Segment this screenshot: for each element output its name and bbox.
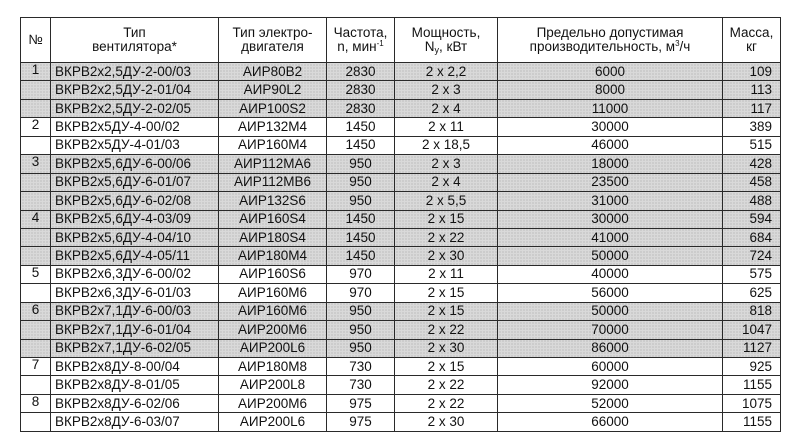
- table-row: [21, 321, 781, 339]
- header-performance: [498, 18, 723, 63]
- fan-model-cell: ВКРВ2х5,6ДУ-6-02/08: [51, 192, 219, 210]
- power-cell: 2 х 22: [395, 376, 498, 394]
- power-cell: 2 х 11: [395, 265, 498, 283]
- motor-type-cell: АИР160М6: [219, 284, 327, 302]
- motor-type-cell: АИР180М8: [219, 358, 327, 376]
- power-cell: 2 х 22: [395, 394, 498, 412]
- row-number-cell: [21, 321, 51, 339]
- performance-cell: 46000: [498, 136, 723, 154]
- mass-cell: 925: [723, 358, 781, 376]
- performance-cell: 50000: [498, 302, 723, 320]
- header-mass: [723, 18, 781, 63]
- motor-type-cell: АИР200L8: [219, 376, 327, 394]
- frequency-cell: 970: [327, 284, 395, 302]
- performance-cell: 50000: [498, 247, 723, 265]
- fan-model-cell: ВКРВ2х6,3ДУ-6-01/03: [51, 284, 219, 302]
- performance-cell: 66000: [498, 413, 723, 432]
- header-performance-line2: [500, 40, 720, 54]
- row-number-cell: [21, 99, 51, 117]
- header-performance-sup: 3: [675, 39, 680, 48]
- fan-model-cell: ВКРВ2х5ДУ-4-00/02: [51, 118, 219, 136]
- fan-model-cell: ВКРВ2х2,5ДУ-2-00/03: [51, 63, 219, 81]
- power-cell: 2 х 30: [395, 247, 498, 265]
- table-row: [21, 394, 781, 412]
- frequency-cell: 1450: [327, 247, 395, 265]
- row-number-cell: [21, 136, 51, 154]
- table-row: [21, 173, 781, 191]
- frequency-cell: 2830: [327, 81, 395, 99]
- row-number-cell: 2: [21, 118, 51, 136]
- mass-cell: 1155: [723, 413, 781, 432]
- table-row: [21, 155, 781, 173]
- frequency-cell: 975: [327, 394, 395, 412]
- motor-type-cell: АИР112МА6: [219, 155, 327, 173]
- row-number-cell: [21, 376, 51, 394]
- motor-type-cell: АИР112МВ6: [219, 173, 327, 191]
- power-cell: 2 х 18,5: [395, 136, 498, 154]
- table-row: [21, 118, 781, 136]
- performance-cell: 86000: [498, 339, 723, 357]
- frequency-cell: 950: [327, 339, 395, 357]
- frequency-cell: 1450: [327, 228, 395, 246]
- motor-type-cell: АИР200L6: [219, 413, 327, 432]
- header-power: [395, 18, 498, 63]
- motor-type-cell: АИР200М6: [219, 394, 327, 412]
- header-motor-type-line1: Тип электро-: [232, 24, 313, 40]
- power-cell: 2 х 4: [395, 173, 498, 191]
- row-number-cell: [21, 339, 51, 357]
- row-number-cell: 3: [21, 155, 51, 173]
- performance-cell: 11000: [498, 99, 723, 117]
- frequency-cell: 1450: [327, 118, 395, 136]
- performance-cell: 30000: [498, 118, 723, 136]
- row-number-cell: [21, 284, 51, 302]
- fan-model-cell: ВКРВ2х7,1ДУ-6-00/03: [51, 302, 219, 320]
- fan-model-cell: ВКРВ2х5,6ДУ-4-03/09: [51, 210, 219, 228]
- fan-model-cell: ВКРВ2х2,5ДУ-2-02/05: [51, 99, 219, 117]
- header-performance-line1: Предельно допустимая: [536, 24, 684, 40]
- frequency-cell: 950: [327, 155, 395, 173]
- motor-type-cell: АИР80В2: [219, 63, 327, 81]
- motor-type-cell: АИР132S6: [219, 192, 327, 210]
- mass-cell: 488: [723, 192, 781, 210]
- power-cell: 2 х 3: [395, 81, 498, 99]
- mass-cell: 109: [723, 63, 781, 81]
- header-power-line1: Мощность,: [411, 24, 481, 40]
- mass-cell: 625: [723, 284, 781, 302]
- fan-model-cell: ВКРВ2х7,1ДУ-6-02/05: [51, 339, 219, 357]
- fan-model-cell: ВКРВ2х8ДУ-8-01/05: [51, 376, 219, 394]
- row-number-cell: [21, 228, 51, 246]
- power-cell: 2 х 22: [395, 228, 498, 246]
- header-no-label: №: [28, 31, 43, 47]
- row-number-cell: [21, 192, 51, 210]
- frequency-cell: 1450: [327, 210, 395, 228]
- fan-model-cell: ВКРВ2х8ДУ-6-02/06: [51, 394, 219, 412]
- table-row: [21, 302, 781, 320]
- mass-cell: 818: [723, 302, 781, 320]
- row-number-cell: 6: [21, 302, 51, 320]
- fan-model-cell: ВКРВ2х5ДУ-4-01/03: [51, 136, 219, 154]
- row-number-cell: 8: [21, 394, 51, 412]
- power-cell: 2 х 4: [395, 99, 498, 117]
- header-power-symbol: N: [424, 39, 435, 54]
- power-cell: 2 х 30: [395, 339, 498, 357]
- mass-cell: 428: [723, 155, 781, 173]
- performance-cell: 18000: [498, 155, 723, 173]
- power-cell: 2 х 11: [395, 118, 498, 136]
- frequency-cell: 950: [327, 173, 395, 191]
- table-row: [21, 339, 781, 357]
- motor-type-cell: АИР180М4: [219, 247, 327, 265]
- header-frequency: [327, 18, 395, 63]
- header-mass-line1: Масса,: [729, 24, 774, 40]
- mass-cell: 113: [723, 81, 781, 99]
- fan-model-cell: ВКРВ2х7,1ДУ-6-01/04: [51, 321, 219, 339]
- row-number-cell: 4: [21, 210, 51, 228]
- table-row: [21, 192, 781, 210]
- header-fan-type-line1: Тип: [123, 24, 146, 40]
- table-row: [21, 284, 781, 302]
- fan-spec-table: [20, 17, 781, 432]
- motor-type-cell: АИР160S6: [219, 265, 327, 283]
- fan-model-cell: ВКРВ2х6,3ДУ-6-00/02: [51, 265, 219, 283]
- motor-type-cell: АИР100S2: [219, 99, 327, 117]
- performance-cell: 41000: [498, 228, 723, 246]
- performance-cell: 70000: [498, 321, 723, 339]
- motor-type-cell: АИР160S4: [219, 210, 327, 228]
- table-row: [21, 265, 781, 283]
- power-cell: 2 х 15: [395, 302, 498, 320]
- mass-cell: 1075: [723, 394, 781, 412]
- header-motor-type: [219, 18, 327, 63]
- table-row: [21, 99, 781, 117]
- motor-type-cell: АИР180S4: [219, 228, 327, 246]
- power-cell: 2 х 15: [395, 210, 498, 228]
- mass-cell: 1155: [723, 376, 781, 394]
- row-number-cell: 1: [21, 63, 51, 81]
- header-power-sub: y: [434, 45, 440, 55]
- table-row: [21, 136, 781, 154]
- power-cell: 2 х 5,5: [395, 192, 498, 210]
- performance-cell: 30000: [498, 210, 723, 228]
- table-row: [21, 228, 781, 246]
- row-number-cell: [21, 413, 51, 432]
- performance-cell: 40000: [498, 265, 723, 283]
- performance-cell: 60000: [498, 358, 723, 376]
- frequency-cell: 2830: [327, 99, 395, 117]
- table-header-row: [21, 18, 781, 63]
- header-performance-unit-tail: /ч: [679, 39, 691, 54]
- mass-cell: 684: [723, 228, 781, 246]
- frequency-cell: 2830: [327, 63, 395, 81]
- header-fan-type-line2: вентилятора*: [92, 39, 177, 54]
- performance-cell: 6000: [498, 63, 723, 81]
- power-cell: 2 х 22: [395, 321, 498, 339]
- mass-cell: 117: [723, 99, 781, 117]
- performance-cell: 31000: [498, 192, 723, 210]
- header-motor-type-line2: двигателя: [241, 39, 304, 54]
- mass-cell: 1127: [723, 339, 781, 357]
- row-number-cell: [21, 173, 51, 191]
- power-cell: 2 х 30: [395, 413, 498, 432]
- frequency-cell: 730: [327, 358, 395, 376]
- power-cell: 2 х 15: [395, 284, 498, 302]
- fan-model-cell: ВКРВ2х8ДУ-6-03/07: [51, 413, 219, 432]
- mass-cell: 724: [723, 247, 781, 265]
- frequency-cell: 975: [327, 413, 395, 432]
- motor-type-cell: АИР160М6: [219, 302, 327, 320]
- power-cell: 2 х 3: [395, 155, 498, 173]
- table-row: [21, 413, 781, 432]
- performance-cell: 56000: [498, 284, 723, 302]
- motor-type-cell: АИР90L2: [219, 81, 327, 99]
- mass-cell: 389: [723, 118, 781, 136]
- row-number-cell: 7: [21, 358, 51, 376]
- header-mass-line2: кг: [746, 39, 757, 54]
- mass-cell: 594: [723, 210, 781, 228]
- header-fan-type: [51, 18, 219, 63]
- table-row: [21, 210, 781, 228]
- mass-cell: 515: [723, 136, 781, 154]
- performance-cell: 52000: [498, 394, 723, 412]
- frequency-cell: 950: [327, 302, 395, 320]
- frequency-cell: 730: [327, 376, 395, 394]
- fan-model-cell: ВКРВ2х5,6ДУ-4-05/11: [51, 247, 219, 265]
- frequency-cell: 950: [327, 321, 395, 339]
- mass-cell: 458: [723, 173, 781, 191]
- header-frequency-line2: [329, 40, 392, 54]
- row-number-cell: 5: [21, 265, 51, 283]
- row-number-cell: [21, 247, 51, 265]
- frequency-cell: 1450: [327, 136, 395, 154]
- motor-type-cell: АИР132М4: [219, 118, 327, 136]
- fan-model-cell: ВКРВ2х5,6ДУ-4-04/10: [51, 228, 219, 246]
- table-row: [21, 63, 781, 81]
- frequency-cell: 950: [327, 192, 395, 210]
- performance-cell: 92000: [498, 376, 723, 394]
- mass-cell: 1047: [723, 321, 781, 339]
- header-frequency-sup: -1: [376, 39, 384, 48]
- header-performance-unit: производительность, м: [529, 39, 676, 54]
- performance-cell: 23500: [498, 173, 723, 191]
- header-frequency-line1: Частота,: [333, 24, 388, 40]
- fan-model-cell: ВКРВ2х2,5ДУ-2-01/04: [51, 81, 219, 99]
- table-row: [21, 358, 781, 376]
- header-power-line2: [397, 40, 495, 54]
- power-cell: 2 х 15: [395, 358, 498, 376]
- fan-model-cell: ВКРВ2х5,6ДУ-6-00/06: [51, 155, 219, 173]
- frequency-cell: 970: [327, 265, 395, 283]
- table-body: [21, 63, 781, 432]
- table-row: [21, 81, 781, 99]
- table-row: [21, 376, 781, 394]
- fan-model-cell: ВКРВ2х8ДУ-8-00/04: [51, 358, 219, 376]
- motor-type-cell: АИР200L6: [219, 339, 327, 357]
- power-cell: 2 х 2,2: [395, 63, 498, 81]
- header-no: [21, 18, 51, 63]
- performance-cell: 8000: [498, 81, 723, 99]
- table-row: [21, 247, 781, 265]
- row-number-cell: [21, 81, 51, 99]
- fan-model-cell: ВКРВ2х5,6ДУ-6-01/07: [51, 173, 219, 191]
- motor-type-cell: АИР160М4: [219, 136, 327, 154]
- header-frequency-unit: n, мин: [337, 39, 377, 54]
- mass-cell: 575: [723, 265, 781, 283]
- motor-type-cell: АИР200М6: [219, 321, 327, 339]
- header-power-unit: , кВт: [439, 39, 468, 54]
